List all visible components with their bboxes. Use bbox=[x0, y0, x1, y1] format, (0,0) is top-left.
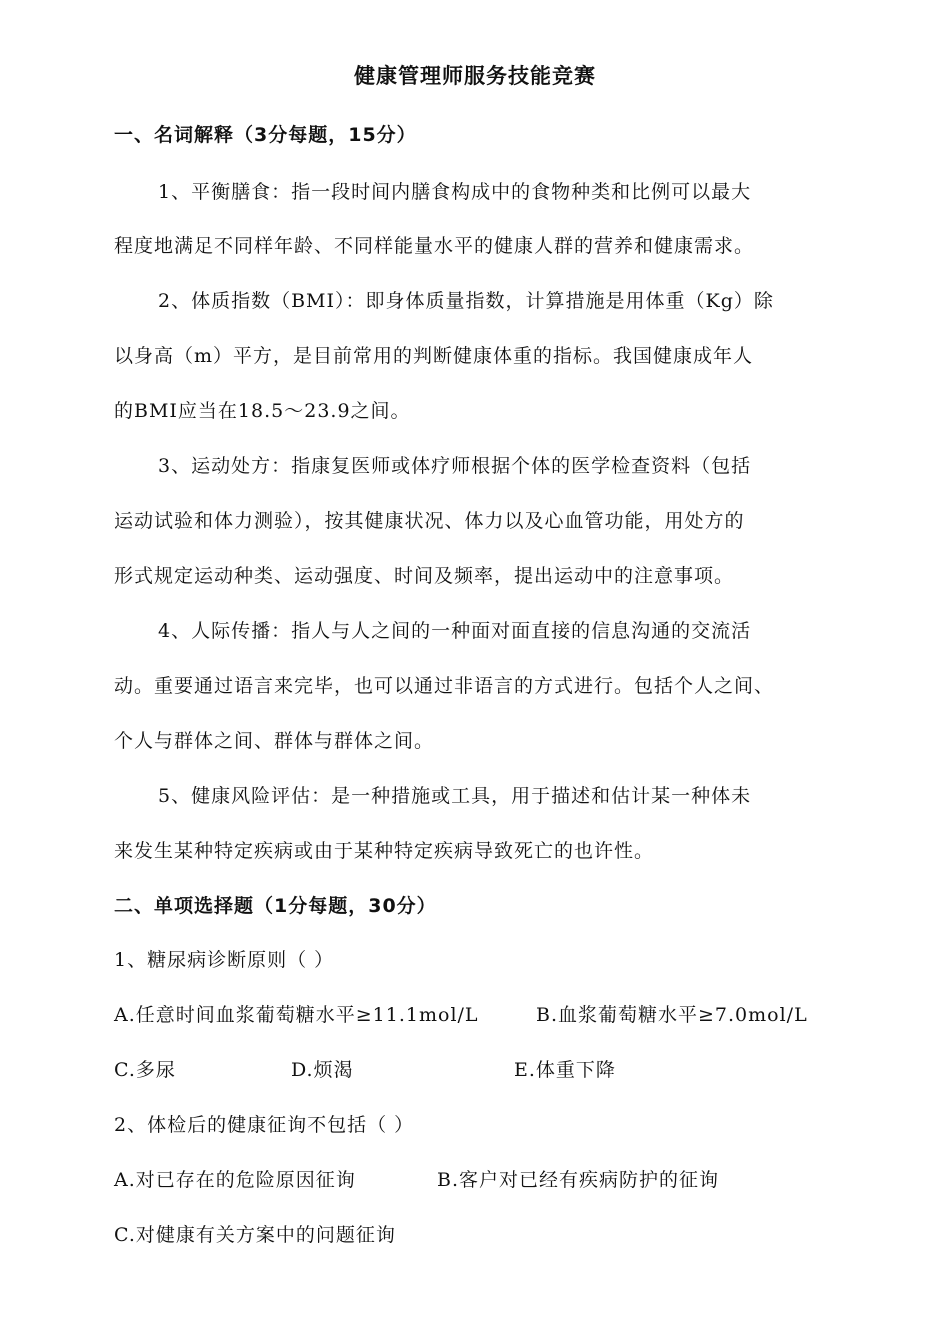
question-1-option-c: C.多尿 bbox=[114, 1059, 176, 1081]
section-heading-terms: 一、名词解释（3分每题，15分） bbox=[114, 124, 417, 146]
question-1-option-b: B.血浆葡萄糖水平≥7.0mol/L bbox=[536, 1004, 808, 1026]
question-2-option-a: A.对已存在的危险原因征询 bbox=[114, 1169, 356, 1191]
term-3-line-2: 运动试验和体力测验），按其健康状况、体力以及心血管功能，用处方的 bbox=[114, 510, 745, 532]
term-3-line-3: 形式规定运动种类、运动强度、时间及频率，提出运动中的注意事项。 bbox=[114, 565, 735, 587]
term-1-line-1: 1、平衡膳食：指一段时间内膳食构成中的食物种类和比例可以最大 bbox=[158, 181, 752, 203]
term-2-line-1: 2、体质指数（BMI）：即身体质量指数，计算措施是用体重（Kg）除 bbox=[158, 290, 774, 312]
term-2-line-2: 以身高（m）平方，是目前常用的判断健康体重的指标。我国健康成年人 bbox=[114, 345, 754, 367]
question-2-option-b: B.客户对已经有疾病防护的征询 bbox=[437, 1169, 720, 1191]
document-title: 健康管理师服务技能竞赛 bbox=[354, 64, 596, 88]
term-3-line-1: 3、运动处方：指康复医师或体疗师根据个体的医学检查资料（包括 bbox=[158, 455, 752, 477]
term-5-line-1: 5、健康风险评估：是一种措施或工具，用于描述和估计某一种体未 bbox=[158, 785, 752, 807]
question-1-option-a: A.任意时间血浆葡萄糖水平≥11.1mol/L bbox=[114, 1004, 479, 1026]
question-1-option-d: D.烦渴 bbox=[291, 1059, 354, 1081]
term-1-line-2: 程度地满足不同样年龄、不同样能量水平的健康人群的营养和健康需求。 bbox=[114, 235, 755, 257]
section-heading-choice: 二、单项选择题（1分每题，30分） bbox=[114, 895, 437, 917]
question-2-option-c: C.对健康有关方案中的问题征询 bbox=[114, 1224, 396, 1246]
question-1-stem: 1、糖尿病诊断原则（ ） bbox=[114, 949, 335, 971]
term-4-line-1: 4、人际传播：指人与人之间的一种面对面直接的信息沟通的交流活 bbox=[158, 620, 752, 642]
question-2-stem: 2、体检后的健康征询不包括（ ） bbox=[114, 1114, 415, 1136]
question-1-option-e: E.体重下降 bbox=[514, 1059, 616, 1081]
term-5-line-2: 来发生某种特定疾病或由于某种特定疾病导致死亡的也许性。 bbox=[114, 840, 655, 862]
term-4-line-3: 个人与群体之间、群体与群体之间。 bbox=[114, 730, 435, 752]
term-4-line-2: 动。重要通过语言来完毕，也可以通过非语言的方式进行。包括个人之间、 bbox=[114, 675, 775, 697]
term-2-line-3: 的BMI应当在18.5～23.9之间。 bbox=[114, 400, 411, 422]
